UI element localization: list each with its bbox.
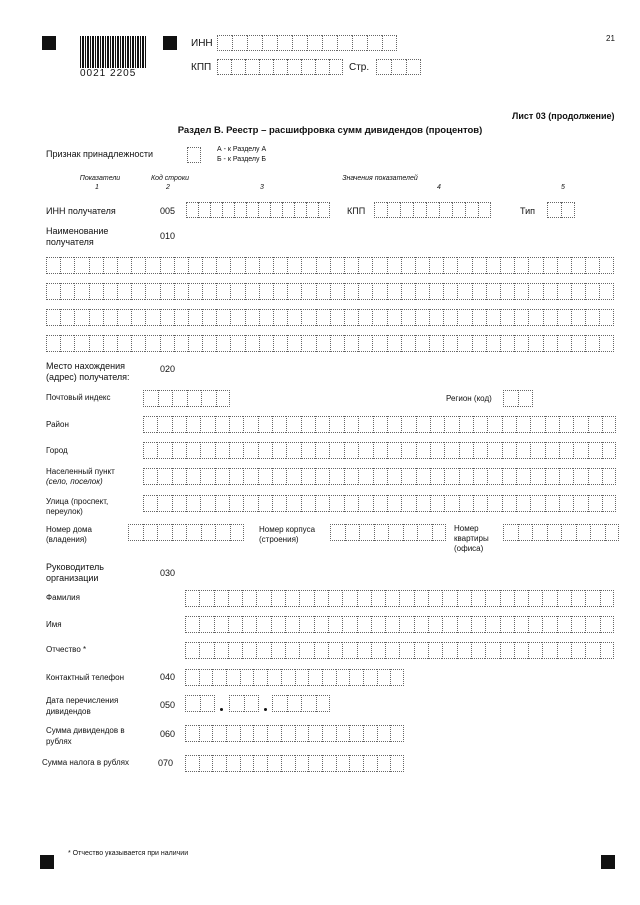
col-header-values: Значения показателей (342, 175, 418, 182)
barcode-number: 0021 2205 (80, 68, 150, 79)
sum-dividends-field[interactable] (185, 725, 404, 742)
corner-marker-bottom-right (601, 855, 615, 869)
phone-label: Контактный телефон (46, 673, 124, 682)
house-label-1: Номер дома (46, 525, 92, 534)
head-label-1: Руководитель (46, 562, 104, 572)
code-030: 030 (160, 568, 176, 578)
date-label-1: Дата перечисления (46, 696, 119, 705)
affiliation-label: Признак принадлежности (46, 149, 153, 159)
section-title: Раздел В. Реестр – расшифровка сумм дивидендов (процентов) (177, 125, 483, 136)
page-number: 21 (606, 34, 615, 43)
district-label: Район (46, 420, 69, 429)
date-separator-dot (220, 708, 223, 711)
settlement-field[interactable] (143, 468, 616, 485)
street-label-1: Улица (проспект, (46, 497, 109, 506)
type-field[interactable] (547, 202, 575, 218)
affiliation-field[interactable] (187, 147, 201, 163)
code-040: 040 (160, 672, 176, 682)
postal-index-field[interactable] (143, 390, 230, 407)
code-020: 020 (160, 364, 176, 374)
name-recipient-line-3[interactable] (46, 309, 614, 326)
date-month-field[interactable] (229, 695, 259, 712)
page-field[interactable] (376, 59, 421, 75)
code-070: 070 (158, 758, 174, 768)
inn-field[interactable] (217, 35, 397, 51)
date-year-field[interactable] (272, 695, 330, 712)
postal-index-label: Почтовый индекс (46, 393, 111, 402)
date-label-2: дивидендов (46, 707, 91, 716)
sum-dividends-label-2: рублях (46, 737, 72, 746)
region-label: Регион (код) (446, 394, 492, 403)
inn-recipient-label: ИНН получателя (46, 206, 116, 216)
street-label-2: переулок) (46, 507, 83, 516)
kpp-label: КПП (191, 62, 212, 73)
affiliation-option-b: Б - к Разделу Б (217, 156, 266, 163)
corner-marker-top-right (163, 36, 177, 50)
code-050: 050 (160, 700, 176, 710)
footnote: * Отчество указывается при наличии (68, 850, 189, 857)
col-number-1: 1 (95, 184, 99, 191)
building-label-1: Номер корпуса (259, 525, 316, 534)
first-name-field[interactable] (185, 616, 614, 633)
city-label: Город (46, 446, 68, 455)
location-label-1: Место нахождения (46, 361, 126, 371)
col-header-code: Код строки (150, 175, 190, 182)
sum-tax-field[interactable] (185, 755, 404, 772)
col-header-indicators: Показатели (79, 175, 121, 182)
kpp-field[interactable] (217, 59, 343, 75)
name-recipient-label-2: получателя (46, 237, 94, 247)
surname-label: Фамилия (46, 593, 80, 602)
building-label-2: (строения) (259, 535, 299, 544)
affiliation-option-a: А - к Разделу А (217, 146, 267, 153)
surname-field[interactable] (185, 590, 614, 607)
street-field[interactable] (143, 495, 616, 512)
kpp-recipient-label: КПП (347, 206, 366, 216)
location-label-2: (адрес) получателя: (46, 372, 130, 382)
building-field[interactable] (330, 524, 446, 541)
settlement-label-1: Населенный пункт (46, 467, 115, 476)
apartment-label-1: Номер (454, 524, 479, 533)
date-day-field[interactable] (185, 695, 215, 712)
page-label: Стр. (349, 62, 370, 73)
date-separator-dot (264, 708, 267, 711)
name-recipient-line-4[interactable] (46, 335, 614, 352)
kpp-recipient-field[interactable] (374, 202, 491, 218)
col-number-2: 2 (166, 184, 170, 191)
house-field[interactable] (128, 524, 244, 541)
apartment-field[interactable] (503, 524, 619, 541)
corner-marker-bottom-left (40, 855, 54, 869)
first-name-label: Имя (46, 620, 62, 629)
phone-field[interactable] (185, 669, 404, 686)
name-recipient-line-1[interactable] (46, 257, 614, 274)
inn-recipient-field[interactable] (186, 202, 330, 218)
apartment-label-2: квартиры (454, 534, 489, 543)
sheet-label: Лист 03 (продолжение) (512, 111, 615, 121)
code-010: 010 (160, 231, 176, 241)
code-060: 060 (160, 729, 176, 739)
district-field[interactable] (143, 416, 616, 433)
type-label: Тип (520, 206, 536, 216)
corner-marker-top-left (42, 36, 56, 50)
patronymic-label: Отчество * (46, 645, 87, 654)
house-label-2: (владения) (46, 535, 87, 544)
patronymic-field[interactable] (185, 642, 614, 659)
region-field[interactable] (503, 390, 533, 407)
col-number-5: 5 (561, 184, 565, 191)
barcode (80, 36, 146, 68)
name-recipient-line-2[interactable] (46, 283, 614, 300)
sum-dividends-label-1: Сумма дивидендов в (46, 726, 125, 735)
apartment-label-3: (офиса) (454, 544, 484, 553)
code-005: 005 (160, 206, 176, 216)
head-label-2: организации (46, 573, 99, 583)
inn-label: ИНН (191, 38, 213, 49)
col-number-3: 3 (260, 184, 264, 191)
settlement-label-2: (село, поселок) (46, 477, 103, 486)
city-field[interactable] (143, 442, 616, 459)
sum-tax-label: Сумма налога в рублях (42, 758, 129, 767)
col-number-4: 4 (437, 184, 441, 191)
name-recipient-label-1: Наименование (46, 226, 109, 236)
